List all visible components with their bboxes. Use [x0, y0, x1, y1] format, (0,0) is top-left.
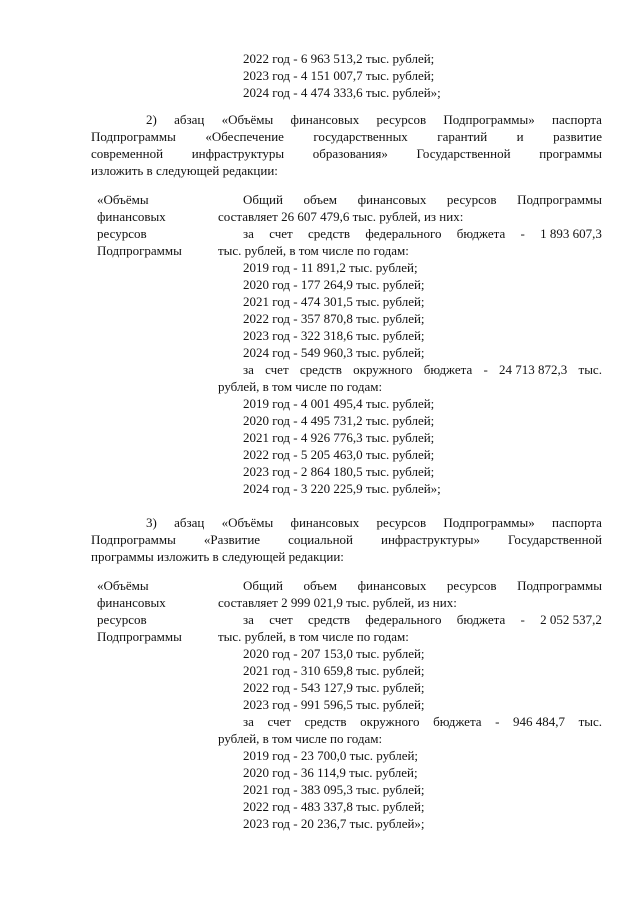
word: ресурсов — [376, 112, 427, 127]
word: абзац — [174, 515, 205, 530]
word: счет — [267, 714, 291, 729]
word: финансовых — [290, 515, 360, 530]
top-year-line: 2024 год - 4 474 333,6 тыс. рублей»; — [243, 85, 441, 100]
word: за — [243, 612, 254, 627]
word: бюджета — [456, 226, 506, 241]
word: за — [243, 362, 254, 377]
word: Подпрограммы — [517, 192, 602, 207]
para3-line3: программы изложить в следующей редакции: — [91, 549, 344, 564]
word: финансовых — [357, 192, 427, 207]
table2-district-year: 2020 год - 36 114,9 тыс. рублей; — [243, 765, 418, 780]
top-year-line: 2022 год - 6 963 513,2 тыс. рублей; — [243, 51, 435, 66]
word: федерального — [365, 612, 442, 627]
table2-district-year: 2019 год - 23 700,0 тыс. рублей; — [243, 748, 419, 763]
para3-line2 — [91, 531, 602, 548]
word: бюджета — [433, 714, 482, 729]
table1-district-year: 2023 год - 2 864 180,5 тыс. рублей; — [243, 464, 435, 479]
word: - — [495, 714, 500, 729]
word: финансовых — [290, 112, 360, 127]
table2-federal-year: 2022 год - 543 127,9 тыс. рублей; — [243, 680, 425, 695]
word: федерального — [365, 226, 442, 241]
table1-federal-year: 2023 год - 322 318,6 тыс. рублей; — [243, 328, 425, 343]
word: Общий — [243, 578, 283, 593]
word: инфраструктуры» — [381, 532, 480, 547]
table2-federal-line1 — [243, 611, 602, 628]
table1-label-line: «Объёмы — [97, 192, 149, 207]
table2-label-line: «Объёмы — [97, 578, 149, 593]
word: - — [520, 612, 525, 627]
word: объем — [303, 578, 338, 593]
word: гарантий — [437, 129, 488, 144]
table1-district-year: 2020 год - 4 495 731,2 тыс. рублей; — [243, 413, 435, 428]
word: Государственной — [507, 532, 602, 547]
word: 3) — [146, 515, 157, 530]
table1-label-line: Подпрограммы — [97, 243, 182, 258]
table1-district-year: 2024 год - 3 220 225,9 тыс. рублей»; — [243, 481, 441, 496]
word: Подпрограммы — [91, 532, 176, 547]
table1-district-line2: рублей, в том числе по годам: — [218, 379, 383, 394]
word: развитие — [553, 129, 602, 144]
word: счет — [269, 226, 293, 241]
table1-district-year: 2022 год - 5 205 463,0 тыс. рублей; — [243, 447, 435, 462]
para2-line4: изложить в следующей редакции: — [91, 163, 278, 178]
word: тыс. — [578, 714, 602, 729]
table2-total-line1 — [243, 577, 602, 594]
table2-total-line2: составляет 2 999 021,9 тыс. рублей, из них: — [218, 595, 457, 610]
word: Общий — [243, 192, 283, 207]
table2-label-line: Подпрограммы — [97, 629, 182, 644]
word: счет — [269, 612, 293, 627]
word: программы — [539, 146, 602, 161]
table2-district-year: 2021 год - 383 095,3 тыс. рублей; — [243, 782, 425, 797]
table1-federal-line2: тыс. рублей, в том числе по годам: — [218, 243, 409, 258]
table2-federal-line2: тыс. рублей, в том числе по годам: — [218, 629, 409, 644]
word: Подпрограммы» — [443, 515, 535, 530]
table2-federal-year: 2021 год - 310 659,8 тыс. рублей; — [243, 663, 425, 678]
word: средств — [307, 612, 351, 627]
word: финансовых — [357, 578, 427, 593]
word: бюджета — [423, 362, 473, 377]
word: «Развитие — [203, 532, 261, 547]
word: 946 484,7 — [513, 714, 566, 729]
table1-federal-year: 2019 год - 11 891,2 тыс. рублей; — [243, 260, 418, 275]
word: средств — [307, 226, 351, 241]
word: средств — [304, 714, 347, 729]
word: «Объёмы — [221, 112, 274, 127]
word: «Объёмы — [221, 515, 274, 530]
table2-label-line: финансовых — [97, 595, 166, 610]
word: «Обеспечение — [205, 129, 284, 144]
word: окружного — [360, 714, 420, 729]
table2-district-year: 2023 год - 20 236,7 тыс. рублей»; — [243, 816, 425, 831]
word: за — [243, 226, 254, 241]
para3-line1 — [146, 514, 602, 531]
word: объем — [303, 192, 338, 207]
word: и — [516, 129, 524, 144]
table1-federal-year: 2022 год - 357 870,8 тыс. рублей; — [243, 311, 425, 326]
top-year-line: 2023 год - 4 151 007,7 тыс. рублей; — [243, 68, 435, 83]
word: современной — [91, 146, 164, 161]
table1-total-line2: составляет 26 607 479,6 тыс. рублей, из них: — [218, 209, 464, 224]
table1-district-year: 2021 год - 4 926 776,3 тыс. рублей; — [243, 430, 435, 445]
word: абзац — [174, 112, 205, 127]
para2-line3 — [91, 145, 602, 162]
table1-district-line1 — [243, 361, 602, 378]
word: инфраструктуры — [191, 146, 285, 161]
para2-line2 — [91, 128, 602, 145]
table2-district-year: 2022 год - 483 337,8 тыс. рублей; — [243, 799, 425, 814]
word: 2) — [146, 112, 157, 127]
word: Подпрограммы — [517, 578, 602, 593]
word: счет — [265, 362, 289, 377]
word: бюджета — [456, 612, 506, 627]
word: государственных — [313, 129, 408, 144]
table2-district-line2: рублей, в том числе по годам: — [218, 731, 383, 746]
table1-label-line: ресурсов — [97, 226, 147, 241]
table2-label-line: ресурсов — [97, 612, 147, 627]
word: за — [243, 714, 254, 729]
word: Подпрограммы» — [443, 112, 535, 127]
word: Подпрограммы — [91, 129, 176, 144]
word: социальной — [288, 532, 353, 547]
word: паспорта — [552, 112, 602, 127]
word: образования» — [312, 146, 388, 161]
table2-federal-year: 2023 год - 991 596,5 тыс. рублей; — [243, 697, 425, 712]
table1-label-line: финансовых — [97, 209, 166, 224]
word: - — [483, 362, 488, 377]
word: ресурсов — [446, 192, 497, 207]
table1-federal-year: 2021 год - 474 301,5 тыс. рублей; — [243, 294, 425, 309]
word: 2 052 537,2 — [540, 612, 602, 627]
table1-district-year: 2019 год - 4 001 495,4 тыс. рублей; — [243, 396, 435, 411]
word: - — [520, 226, 525, 241]
word: Государственной — [416, 146, 511, 161]
table2-district-line1 — [243, 713, 602, 730]
word: 1 893 607,3 — [540, 226, 602, 241]
word: окружного — [353, 362, 413, 377]
word: паспорта — [552, 515, 602, 530]
word: ресурсов — [446, 578, 497, 593]
table1-federal-year: 2020 год - 177 264,9 тыс. рублей; — [243, 277, 425, 292]
word: ресурсов — [376, 515, 427, 530]
table1-total-line1 — [243, 191, 602, 208]
word: средств — [299, 362, 342, 377]
para2-line1 — [146, 111, 602, 128]
word: тыс. — [578, 362, 602, 377]
table2-federal-year: 2020 год - 207 153,0 тыс. рублей; — [243, 646, 425, 661]
word: 24 713 872,3 — [499, 362, 568, 377]
table1-federal-year: 2024 год - 549 960,3 тыс. рублей; — [243, 345, 425, 360]
table1-federal-line1 — [243, 225, 602, 242]
